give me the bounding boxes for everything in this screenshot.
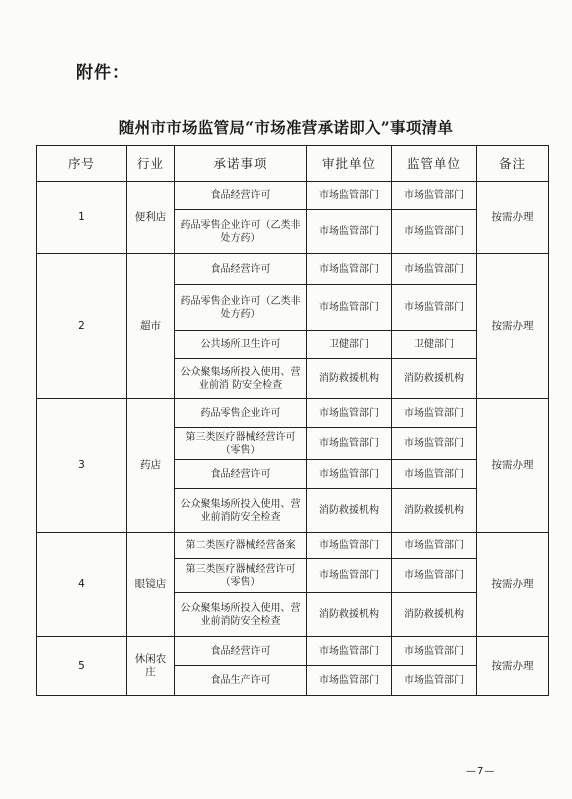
supervision-unit-cell: 市场监管部门 bbox=[392, 460, 477, 489]
matter-cell: 公共场所卫生许可 bbox=[175, 331, 307, 359]
document-title: 随州市市场监管局“市场准营承诺即入”事项清单 bbox=[118, 118, 454, 137]
table-row bbox=[37, 533, 549, 559]
approval-unit-cell: 卫健部门 bbox=[307, 331, 392, 359]
approval-unit-cell: 消防救援机构 bbox=[307, 593, 392, 637]
matter-cell: 公众聚集场所投入使用、营业前消防安全检查 bbox=[175, 489, 307, 533]
header-remark: 备注 bbox=[477, 146, 549, 182]
remark-cell: 按需办理 bbox=[477, 533, 549, 637]
approval-unit-cell: 市场监管部门 bbox=[307, 254, 392, 285]
supervision-unit-cell: 市场监管部门 bbox=[392, 210, 477, 254]
remark-cell: 按需办理 bbox=[477, 637, 549, 696]
matter-cell: 第二类医疗器械经营备案 bbox=[175, 533, 307, 559]
header-approval-unit: 审批单位 bbox=[307, 146, 392, 182]
table-row bbox=[37, 637, 549, 666]
table-body bbox=[37, 182, 549, 696]
matter-cell: 公众聚集场所投入使用、营业前消 防安全检查 bbox=[175, 359, 307, 399]
matter-cell: 药品零售企业许可（乙类非处方药） bbox=[175, 210, 307, 254]
row-number-cell: 4 bbox=[37, 533, 127, 637]
supervision-unit-cell: 市场监管部门 bbox=[392, 285, 477, 331]
approval-unit-cell: 市场监管部门 bbox=[307, 637, 392, 666]
industry-cell: 便利店 bbox=[127, 182, 175, 254]
table-row bbox=[37, 399, 549, 428]
supervision-unit-cell: 市场监管部门 bbox=[392, 559, 477, 593]
approval-unit-cell: 市场监管部门 bbox=[307, 399, 392, 428]
approval-unit-cell: 市场监管部门 bbox=[307, 182, 392, 210]
approval-unit-cell: 市场监管部门 bbox=[307, 533, 392, 559]
supervision-unit-cell: 市场监管部门 bbox=[392, 533, 477, 559]
matter-cell: 药品零售企业许可 bbox=[175, 399, 307, 428]
table-row bbox=[37, 254, 549, 285]
row-number-cell: 2 bbox=[37, 254, 127, 399]
approval-unit-cell: 市场监管部门 bbox=[307, 559, 392, 593]
matter-cell: 食品生产许可 bbox=[175, 666, 307, 696]
matter-cell: 第三类医疗器械经营许可（零售） bbox=[175, 428, 307, 460]
remark-cell: 按需办理 bbox=[477, 182, 549, 254]
supervision-unit-cell: 消防救援机构 bbox=[392, 489, 477, 533]
supervision-unit-cell: 市场监管部门 bbox=[392, 637, 477, 666]
row-number-cell: 1 bbox=[37, 182, 127, 254]
attachment-label: 附件： bbox=[76, 63, 130, 83]
matter-cell: 公众聚集场所投入使用、营业前消防安全检查 bbox=[175, 593, 307, 637]
page-number: —7— bbox=[466, 766, 496, 777]
remark-cell: 按需办理 bbox=[477, 399, 549, 533]
industry-cell: 超市 bbox=[127, 254, 175, 399]
matter-cell: 食品经营许可 bbox=[175, 182, 307, 210]
approval-unit-cell: 市场监管部门 bbox=[307, 428, 392, 460]
industry-cell: 休闲农庄 bbox=[127, 637, 175, 696]
matter-cell: 食品经营许可 bbox=[175, 637, 307, 666]
row-number-cell: 5 bbox=[37, 637, 127, 696]
header-industry: 行业 bbox=[127, 146, 175, 182]
matter-cell: 药品零售企业许可（乙类非处方药） bbox=[175, 285, 307, 331]
supervision-unit-cell: 市场监管部门 bbox=[392, 666, 477, 696]
matter-cell: 食品经营许可 bbox=[175, 460, 307, 489]
row-number-cell: 3 bbox=[37, 399, 127, 533]
matters-table bbox=[36, 145, 549, 696]
header-supervision-unit: 监管单位 bbox=[392, 146, 477, 182]
supervision-unit-cell: 消防救援机构 bbox=[392, 359, 477, 399]
approval-unit-cell: 市场监管部门 bbox=[307, 210, 392, 254]
header-matter: 承诺事项 bbox=[175, 146, 307, 182]
remark-cell: 按需办理 bbox=[477, 254, 549, 399]
supervision-unit-cell: 消防救援机构 bbox=[392, 593, 477, 637]
approval-unit-cell: 市场监管部门 bbox=[307, 460, 392, 489]
matter-cell: 食品经营许可 bbox=[175, 254, 307, 285]
approval-unit-cell: 消防救援机构 bbox=[307, 489, 392, 533]
industry-cell: 眼镜店 bbox=[127, 533, 175, 637]
approval-unit-cell: 市场监管部门 bbox=[307, 666, 392, 696]
header-no: 序号 bbox=[37, 146, 127, 182]
supervision-unit-cell: 卫健部门 bbox=[392, 331, 477, 359]
supervision-unit-cell: 市场监管部门 bbox=[392, 399, 477, 428]
table-header-row bbox=[37, 146, 549, 182]
matter-cell: 第三类医疗器械经营许可（零售） bbox=[175, 559, 307, 593]
supervision-unit-cell: 市场监管部门 bbox=[392, 428, 477, 460]
approval-unit-cell: 市场监管部门 bbox=[307, 285, 392, 331]
industry-cell: 药店 bbox=[127, 399, 175, 533]
supervision-unit-cell: 市场监管部门 bbox=[392, 254, 477, 285]
approval-unit-cell: 消防救援机构 bbox=[307, 359, 392, 399]
table-row bbox=[37, 182, 549, 210]
supervision-unit-cell: 市场监管部门 bbox=[392, 182, 477, 210]
